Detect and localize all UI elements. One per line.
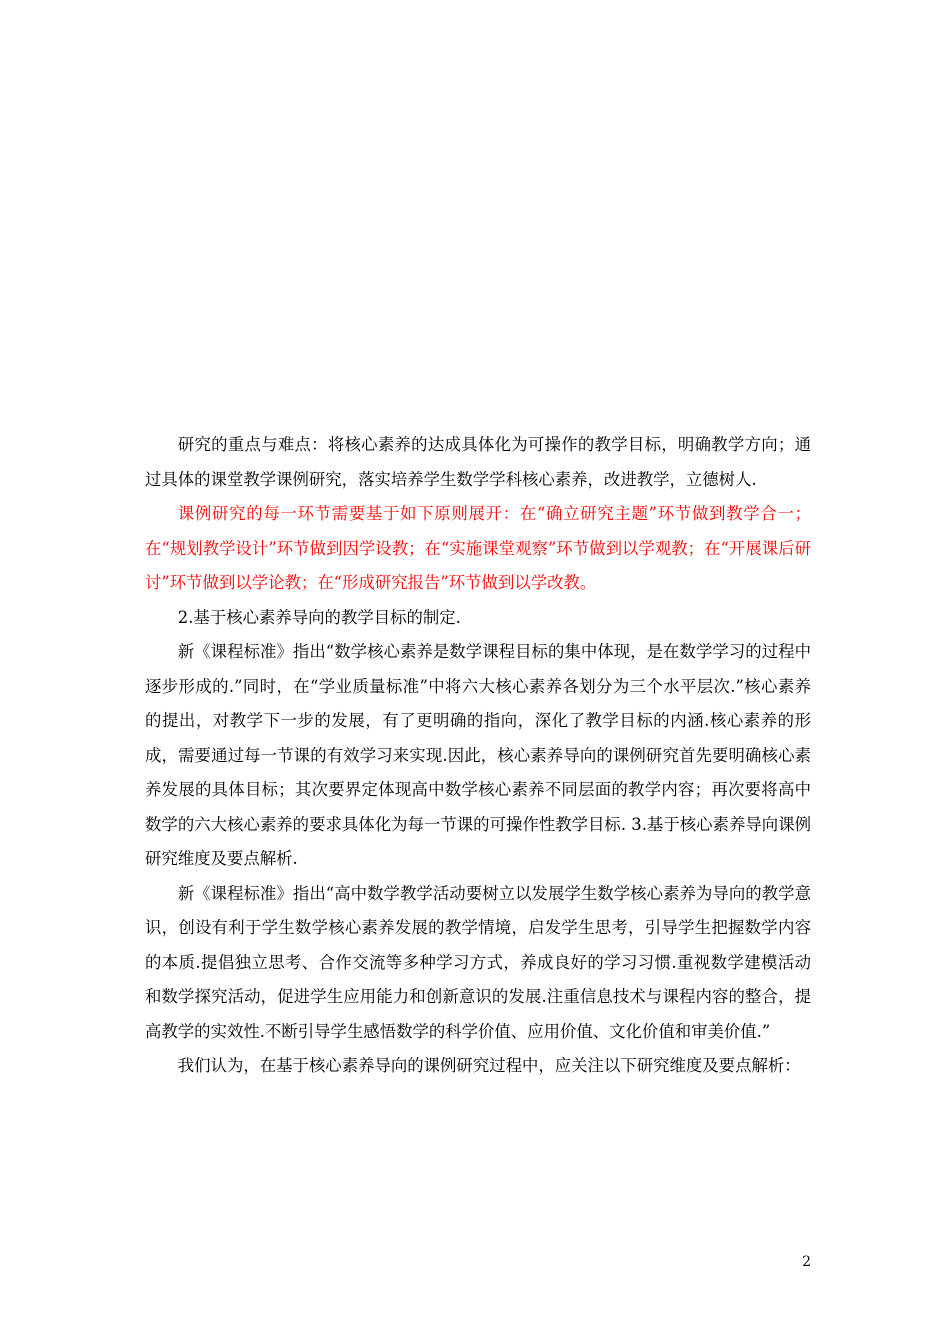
document-body: [145, 428, 811, 1084]
paragraph-curriculum-standard-activities: 新《课程标准》指出“高中数学教学活动要树立以发展学生数学核心素养为导向的教学意识，创设有利于学生数学核心素养发展的教学情境，启发学生思考，引导学生把握数学内容的本质.提倡独立思考、合作交流等多种学习方式，养成良好的学习习惯.重视数学建模活动和数学探究活动，促进学生应用能力和创新意识的发展.注重信息技术与课程内容的整合，提高教学的实效性.不断引导学生感悟数学的科学价值、应用价值、文化价值和审美价值.”: [145, 883, 811, 1041]
paragraph-research-principles: 课例研究的每一环节需要基于如下原则展开：在“确立研究主题”环节做到教学合一；在“规划教学设计”环节做到因学设教；在“实施课堂观察”环节做到以学观教；在“开展课后研讨”环节做到以学论教；在“形成研究报告”环节做到以学改教。: [145, 504, 811, 592]
paragraph-research-dimensions: 我们认为，在基于核心素养导向的课例研究过程中，应关注以下研究维度及要点解析：: [177, 1056, 801, 1075]
page-number: 2: [802, 1254, 811, 1270]
paragraph-key-difficulties: 研究的重点与难点：将核心素养的达成具体化为可操作的教学目标，明确教学方向；通过具体的课堂教学课例研究，落实培养学生数学学科核心素养，改进教学，立德树人.: [145, 435, 811, 489]
section-heading-teaching-goals: 2.基于核心素养导向的教学目标的制定.: [177, 607, 461, 627]
paragraph-curriculum-standard-goals: 新《课程标准》指出“数学核心素养是数学课程目标的集中体现，是在数学学习的过程中逐步形成的.”同时，在“学业质量标准”中将六大核心素养各划分为三个水平层次.”核心素养的提出，对教学下一步的发展，有了更明确的指向，深化了教学目标的内涵.核心素养的形成，需要通过每一节课的有效学习来实现.因此，核心素养导向的课例研究首先要明确核心素养发展的具体目标；其次要界定体现高中数学核心素养不同层面的教学内容；再次要将高中数学的六大核心素养的要求具体化为每一节课的可操作性教学目标. 3.基于核心素养导向课例研究维度及要点解析.: [145, 642, 811, 868]
